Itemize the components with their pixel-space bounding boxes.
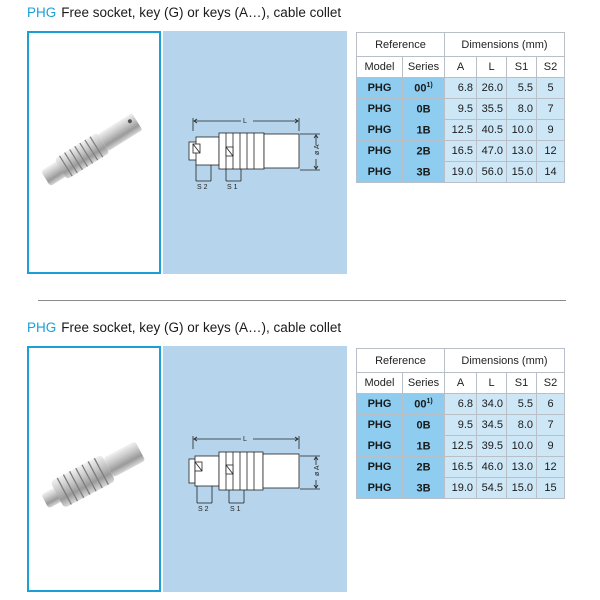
- model-cell: PHG: [357, 78, 403, 99]
- series-value: 1B: [416, 124, 431, 137]
- s2-cell: 7: [537, 99, 565, 120]
- s2-cell: 12: [537, 141, 565, 162]
- series-footnote: 1): [426, 397, 433, 405]
- model-cell: PHG: [357, 120, 403, 141]
- table-row: [357, 99, 565, 120]
- s2-cell: 12: [537, 457, 565, 478]
- connector-technical-drawing-icon: [163, 31, 347, 274]
- a-cell: 9.5: [445, 415, 477, 436]
- dimensions-group-header: Dimensions (mm): [445, 33, 565, 57]
- model-cell: PHG: [357, 415, 403, 436]
- a-header: A: [445, 57, 477, 78]
- l-cell: 46.0: [477, 457, 507, 478]
- series-value: 00: [414, 398, 427, 411]
- l-cell: 34.5: [477, 415, 507, 436]
- series-cell: [403, 99, 445, 120]
- section-divider: [38, 300, 566, 301]
- l-cell: 35.5: [477, 99, 507, 120]
- l-cell: 56.0: [477, 162, 507, 183]
- a-cell: 19.0: [445, 478, 477, 499]
- s2-cell: 9: [537, 120, 565, 141]
- s2-cell: 6: [537, 394, 565, 415]
- reference-group-header: Reference: [357, 33, 445, 57]
- series-cell: [403, 478, 445, 499]
- a-cell: 6.8: [445, 78, 477, 99]
- series-cell: [403, 457, 445, 478]
- a-cell: 16.5: [445, 141, 477, 162]
- model-cell: PHG: [357, 141, 403, 162]
- dimensions-group-header: Dimensions (mm): [445, 349, 565, 373]
- connector-photo-icon: [29, 348, 158, 589]
- s1-cell: 10.0: [507, 436, 537, 457]
- title-code: PHG: [27, 5, 57, 20]
- series-value: 3B: [416, 482, 431, 495]
- a-cell: 9.5: [445, 99, 477, 120]
- l-cell: 47.0: [477, 141, 507, 162]
- s1-cell: 5.5: [507, 78, 537, 99]
- s1-header: S1: [507, 57, 537, 78]
- model-cell: PHG: [357, 478, 403, 499]
- a-cell: 12.5: [445, 436, 477, 457]
- model-cell: PHG: [357, 436, 403, 457]
- technical-drawing: [163, 31, 347, 274]
- model-cell: PHG: [357, 162, 403, 183]
- s2-header: S2: [537, 373, 565, 394]
- section-title: [27, 320, 341, 335]
- s1-cell: 8.0: [507, 99, 537, 120]
- a-cell: 6.8: [445, 394, 477, 415]
- s1-cell: 5.5: [507, 394, 537, 415]
- connector-photo-icon: [29, 33, 158, 271]
- table-row: [357, 478, 565, 499]
- product-photo: [27, 31, 161, 274]
- technical-drawing: [163, 346, 347, 592]
- dimensions-table: [356, 348, 565, 499]
- s1-cell: 13.0: [507, 141, 537, 162]
- l-cell: 34.0: [477, 394, 507, 415]
- series-value: 0B: [416, 419, 431, 432]
- s1-cell: 8.0: [507, 415, 537, 436]
- series-value: 1B: [416, 440, 431, 453]
- series-value: 3B: [416, 166, 431, 179]
- title-text: Free socket, key (G) or keys (A…), cable collet: [61, 320, 342, 335]
- product-photo: [27, 346, 161, 592]
- s2-header: S2: [537, 57, 565, 78]
- s2-cell: 7: [537, 415, 565, 436]
- series-header: Series: [403, 57, 445, 78]
- table-row: [357, 415, 565, 436]
- series-value: 0B: [416, 103, 431, 116]
- series-cell: [403, 162, 445, 183]
- series-value: 2B: [416, 461, 431, 474]
- title-text: Free socket, key (G) or keys (A…), cable collet: [61, 5, 342, 20]
- table-row: [357, 141, 565, 162]
- l-cell: 39.5: [477, 436, 507, 457]
- a-cell: 19.0: [445, 162, 477, 183]
- model-cell: PHG: [357, 99, 403, 120]
- series-cell: [403, 141, 445, 162]
- s1-label: S 1: [227, 184, 238, 191]
- reference-group-header: Reference: [357, 349, 445, 373]
- series-cell: [403, 78, 445, 99]
- series-header: Series: [403, 373, 445, 394]
- model-cell: PHG: [357, 457, 403, 478]
- diameter-label: ø A: [314, 144, 321, 155]
- s1-cell: 10.0: [507, 120, 537, 141]
- s2-label: S 2: [198, 506, 209, 513]
- s1-cell: 15.0: [507, 478, 537, 499]
- l-header: L: [477, 373, 507, 394]
- s1-cell: 15.0: [507, 162, 537, 183]
- table-row: [357, 120, 565, 141]
- series-value: 00: [414, 82, 427, 95]
- s2-cell: 15: [537, 478, 565, 499]
- l-cell: 26.0: [477, 78, 507, 99]
- series-cell: [403, 394, 445, 415]
- s2-label: S 2: [197, 184, 208, 191]
- l-cell: 54.5: [477, 478, 507, 499]
- series-cell: [403, 415, 445, 436]
- diameter-label: ø A: [314, 465, 321, 476]
- a-cell: 12.5: [445, 120, 477, 141]
- series-cell: [403, 120, 445, 141]
- length-label: L: [243, 118, 247, 125]
- model-header: Model: [357, 373, 403, 394]
- l-header: L: [477, 57, 507, 78]
- table-row: [357, 457, 565, 478]
- connector-technical-drawing-icon: [163, 346, 347, 592]
- a-cell: 16.5: [445, 457, 477, 478]
- s1-cell: 13.0: [507, 457, 537, 478]
- table-row: [357, 394, 565, 415]
- table-row: [357, 162, 565, 183]
- s2-cell: 14: [537, 162, 565, 183]
- series-cell: [403, 436, 445, 457]
- s2-cell: 9: [537, 436, 565, 457]
- s1-label: S 1: [230, 506, 241, 513]
- section-title: [27, 5, 341, 20]
- table-row: [357, 78, 565, 99]
- model-cell: PHG: [357, 394, 403, 415]
- length-label: L: [243, 436, 247, 443]
- dimensions-table: [356, 32, 565, 183]
- s2-cell: 5: [537, 78, 565, 99]
- s1-header: S1: [507, 373, 537, 394]
- series-footnote: 1): [426, 81, 433, 89]
- l-cell: 40.5: [477, 120, 507, 141]
- series-value: 2B: [416, 145, 431, 158]
- a-header: A: [445, 373, 477, 394]
- table-row: [357, 436, 565, 457]
- model-header: Model: [357, 57, 403, 78]
- title-code: PHG: [27, 320, 57, 335]
